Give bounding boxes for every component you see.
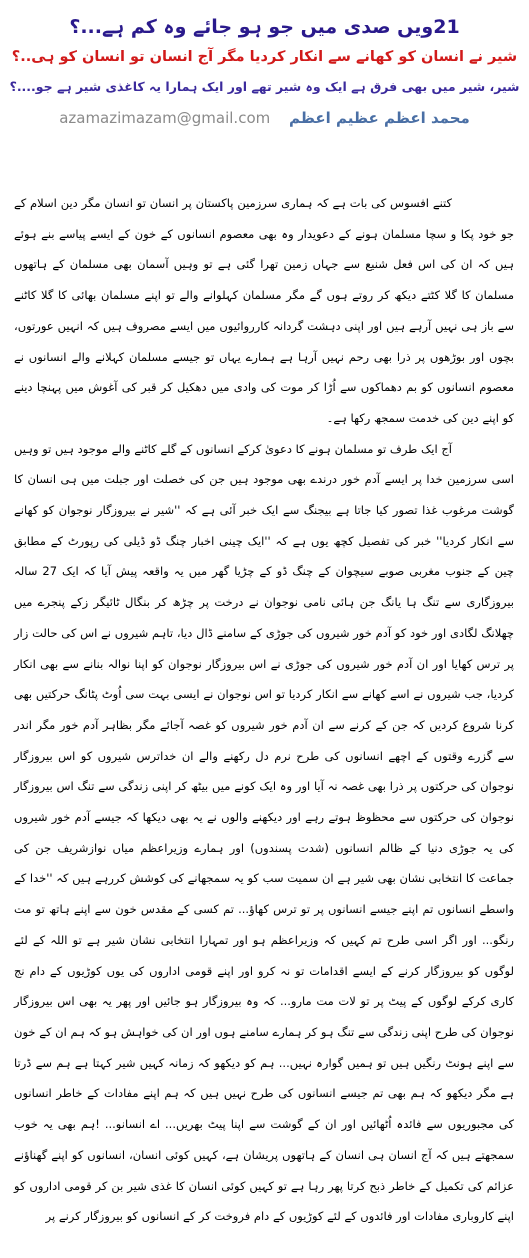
headline-line-3: شیر، شیر میں بھی فرق ہے ایک وہ شیر تھے اور ایک ہمارا یہ کاغذی شیر ہے جو....؟: [9, 79, 520, 94]
article-paragraph-1: کتنے افسوس کی بات ہے کہ ہماری سرزمین پاکستان پر انسان تو انسان مگر دین اسلام کے جو خود پکا و سچا مسلمان ہونے کے دعویدار وہ بھی معصوم انسانوں کے خون کے ایسے پیاسے بنے ہوئے ہیں کہ ان کی اس فعل شنیع سے جہاں زمین تھرا گئی ہے تو وہیں آسمان بھی مسلمان کے ہاتھوں مسلمان کا گلا کٹتے دیکھ کر روتے ہوں گے مگر مسلمان کہلوانے والے تو اپنے مسلمان بھائی کا گلا کاٹنے سے باز ہی نہیں آرہے ہیں اور اپنی دہشت گردانہ کارروائیوں میں ایسے مصروف ہیں کہ انہیں عورتوں، بچوں اور بوڑھوں پر ذرا بھی رحم نہیں آرہا ہے ہمارے یہاں تو جیسے مسلمان کہلانے والے انسانوں نے معصوم انسانوں کو بم دھماکوں سے اُڑا کر موت کی وادی میں دھکیل کر قبر کی آغوش میں پہنچا دینے کو اپنے دین کی خدمت سمجھ رکھا ہے۔: [14, 196, 514, 425]
author-email[interactable]: azamazimazam@gmail.com: [59, 109, 271, 127]
headline-line-1: 21ویں صدی میں جو ہو جائے وہ کم ہے...؟: [69, 16, 460, 38]
article-body: [14, 188, 514, 1232]
headline-block: [0, 12, 529, 102]
article-paragraph-2: آج ایک طرف تو مسلمان ہونے کا دعویٰ کرکے انسانوں کے گلے کاٹنے والے موجود ہیں تو وہیں اسی سرزمین خدا پر ایسے آدم خور درندے بھی موجود ہیں جن کی خصلت اور جبلت میں ہی انسان کا گوشت مرغوب غذا تصور کیا جاتا ہے بیجنگ سے ایک خبر آئی ہے کہ ''شیر نے بیروزگار نوجوان کو کھانے سے انکار کردیا'' خبر کی تفصیل کچھ یوں ہے کہ ''ایک چینی اخبار چنگ ڈو ڈیلی کی رپورٹ کے مطابق چین کے جنوب مغربی صوبے سیچوان کے چنگ ڈو کے چڑیا گھر میں یہ واقعہ پیش آیا کہ ایک 27 سالہ بیروزگاری سے تنگ ہا یانگ جن ہائی نامی نوجوان نے درخت پر چڑھ کر بنگال ٹائیگر زکے پنجرے میں چھلانگ لگادی اور خود کو آدم خور شیروں کی جوڑی کے سامنے ڈال دیا، تاہم شیروں نے اس کی حالت زار پر ترس کھایا اور ان آدم خور شیروں کی جوڑی نے اس بیروزگار نوجوان کو اپنا نوالہ بنانے سے بھی انکار کردیا، جب شیروں نے اسے کھانے سے انکار کردیا تو اس نوجوان نے ایسی بہت سی اُوٹ پٹانگ حرکتیں بھی کرنا شروع کردیں کہ جن کے کرنے سے ان آدم خور شیروں کو غصہ آجائے مگر بظاہر آدم خور مگر اندر سے گزرے وقتوں کے اچھے انسانوں کی طرح نرم دل رکھنے والے ان خداترس شیروں کو اس بیروزگار نوجوان کی حرکتوں پر ذرا بھی غصہ نہ آیا اور وہ ایک کونے میں بیٹھ کر اپنی زندگی سے تنگ اس بیروزگار نوجوان کی حرکتوں سے محظوظ ہوتے رہے اور دیکھنے والوں نے یہ بھی دیکھا کہ جیسے آدم خور شیروں کی یہ جوڑی دنیا کے ظالم انسانوں (شدت پسندوں) اور ہمارے وزیراعظم میاں نوازشریف جن کی جماعت کا انتخابی نشان بھی شیر ہے ان سمیت سب کو یہ سمجھانے کی کوشش کررہے ہیں کہ ''خدا کے واسطے انسانوں تم اپنے جیسے انسانوں پر تو ترس کھاؤ... تم کسی کے مقدس خون سے اپنے ہاتھ تو مت رنگو... اور اگر اسی طرح تم کہیں کہ وزیراعظم ہو اور تمہارا انتخابی نشان شیر ہے تو اللہ کے لئے لوگوں کو بیروزگار کرنے کے ایسے اقدامات تو نہ کرو اور اپنے قومی اداروں کی یوں کوڑیوں کے دام نج کاری کرکے لوگوں کے پیٹ پر تو لات مت مارو... کہ وہ بیروزگار ہو جائیں اور پھر یہ بھی اس بیروزگار نوجوان کی طرح اپنی زندگی سے تنگ ہو کر ہمارے سامنے ہوں اور ان کی خواہش ہو کہ ہم ان کے خون سے اپنے ہونٹ رنگیں ہیں تو ہمیں گوارہ نہیں... ہم کو دیکھو کہ زمانہ کہیں شیر کہتا ہے ہم سے ڈرتا ہے مگر دیکھو کہ ہم بھی تم جیسے انسانوں کی طرح نہیں ہیں کہ ہم اپنے مفادات کے خاطر انسانوں کی مجبوریوں سے فائدہ اُٹھائیں اور ان کے گوشت سے اپنا پیٹ بھریں... اے انسانو... !ہم بھی یہ خوب سمجھتے ہیں کہ آج انسان ہی انسان کے ہاتھوں پریشان ہے، کہیں کوئی انسان، انسانوں کو اپنے گھناؤنے عزائم کی تکمیل کے خاطر ذبح کرتا پھر رہا ہے تو کہیں کوئی انسان کا غذی شیر بن کر قومی اداروں کو اپنے کاروباری مفادات اور فائدوں کے لئے کوڑیوں کے دام فروخت کر کے انسانوں کو بیروزگار کرنے پر: [14, 441, 514, 1224]
byline: [0, 106, 529, 130]
author-name: محمد اعظم عظیم اعظم: [289, 109, 470, 127]
headline-line-2: شیر نے انسان کو کھانے سے انکار کردیا مگر آج انسان تو انسان کو ہی..؟: [11, 49, 518, 65]
